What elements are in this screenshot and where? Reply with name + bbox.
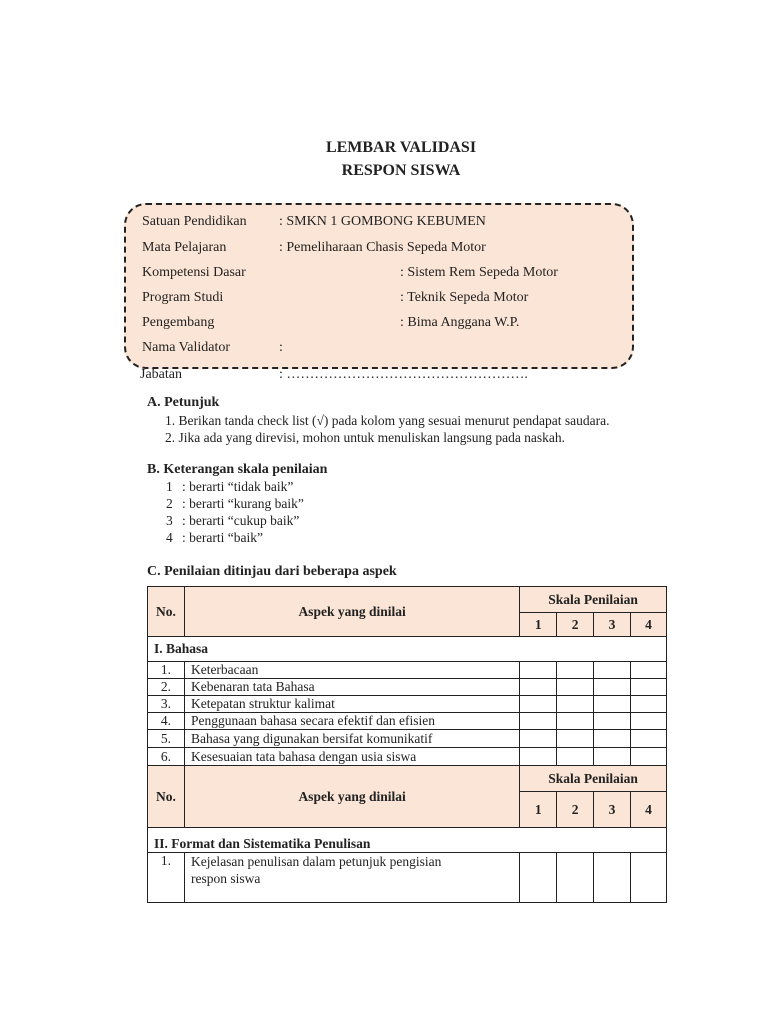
- score-cell[interactable]: [594, 853, 631, 903]
- row-no: 1.: [148, 662, 185, 679]
- info-value-mapel: : Pemeliharaan Chasis Sepeda Motor: [279, 240, 486, 255]
- row-aspek: Kesesuaian tata bahasa dengan usia siswa: [184, 748, 519, 766]
- score-cell[interactable]: [631, 679, 667, 696]
- score-cell[interactable]: [631, 853, 667, 903]
- score-cell[interactable]: [520, 748, 557, 766]
- row-aspek: [184, 853, 519, 903]
- score-cell[interactable]: [631, 662, 667, 679]
- info-label-prodi: Program Studi: [142, 290, 224, 305]
- header-score-1: 1: [520, 792, 557, 828]
- row-aspek: Kebenaran tata Bahasa: [184, 679, 519, 696]
- score-cell[interactable]: [520, 662, 557, 679]
- row-no: 6.: [148, 748, 185, 766]
- table-row: [148, 662, 667, 679]
- info-value-validator: :: [279, 340, 283, 355]
- score-cell[interactable]: [557, 730, 594, 748]
- table-row: [148, 730, 667, 748]
- score-cell[interactable]: [631, 713, 667, 730]
- score-cell[interactable]: [631, 748, 667, 766]
- penilaian-title: C. Penilaian ditinjau dari beberapa aspek: [147, 564, 397, 579]
- skala-desc: : berarti “cukup baik”: [182, 513, 300, 528]
- skala-title: B. Keterangan skala penilaian: [147, 462, 328, 477]
- score-cell[interactable]: [520, 696, 557, 713]
- header-aspek: Aspek yang dinilai: [184, 587, 519, 637]
- info-value-jabatan: : …………………………………………….: [279, 367, 528, 382]
- page-title: LEMBAR VALIDASI: [325, 139, 477, 156]
- score-cell[interactable]: [520, 713, 557, 730]
- score-cell[interactable]: [594, 679, 631, 696]
- info-value-pengembang: : Bima Anggana W.P.: [400, 315, 520, 330]
- table-row: [148, 696, 667, 713]
- petunjuk-item: 1. Berikan tanda check list (√) pada kolom yang sesuai menurut pendapat saudara.: [165, 413, 610, 428]
- header-score-2: 2: [557, 792, 594, 828]
- section-format: II. Format dan Sistematika Penulisan: [148, 828, 667, 853]
- info-value-satuan: : SMKN 1 GOMBONG KEBUMEN: [279, 214, 486, 229]
- row-no: 1.: [148, 853, 185, 903]
- table-row: [148, 713, 667, 730]
- header-score-2: 2: [557, 613, 594, 637]
- score-cell[interactable]: [557, 696, 594, 713]
- row-aspek-line2: respon siswa: [190, 871, 261, 886]
- score-cell[interactable]: [520, 679, 557, 696]
- skala-desc: : berarti “baik”: [182, 530, 263, 545]
- score-cell[interactable]: [557, 853, 594, 903]
- row-no: 4.: [148, 713, 185, 730]
- info-label-jabatan: Jabatan: [140, 367, 182, 382]
- table-row: [148, 853, 667, 903]
- info-label-validator: Nama Validator: [142, 340, 230, 355]
- score-cell[interactable]: [631, 696, 667, 713]
- row-no: 3.: [148, 696, 185, 713]
- table-row: [148, 748, 667, 766]
- score-cell[interactable]: [631, 730, 667, 748]
- score-cell[interactable]: [594, 713, 631, 730]
- score-cell[interactable]: [594, 696, 631, 713]
- table-row: [148, 679, 667, 696]
- score-cell[interactable]: [557, 748, 594, 766]
- row-no: 5.: [148, 730, 185, 748]
- header-skala: Skala Penilaian: [520, 587, 667, 613]
- header-score-1: 1: [520, 613, 557, 637]
- header-no: No.: [148, 766, 185, 828]
- header-score-3: 3: [594, 792, 631, 828]
- header-score-4: 4: [631, 792, 667, 828]
- skala-desc: : berarti “kurang baik”: [182, 496, 304, 511]
- score-cell[interactable]: [594, 730, 631, 748]
- score-cell[interactable]: [520, 853, 557, 903]
- score-cell[interactable]: [520, 730, 557, 748]
- info-value-kd: : Sistem Rem Sepeda Motor: [400, 265, 558, 280]
- score-cell[interactable]: [594, 748, 631, 766]
- page-subtitle: RESPON SISWA: [341, 162, 461, 179]
- section-bahasa: I. Bahasa: [148, 637, 667, 662]
- row-aspek-line1: Kejelasan penulisan dalam petunjuk pengisian: [190, 854, 442, 869]
- row-aspek: Penggunaan bahasa secara efektif dan efisien: [184, 713, 519, 730]
- row-aspek: Ketepatan struktur kalimat: [184, 696, 519, 713]
- row-aspek: Keterbacaan: [184, 662, 519, 679]
- info-label-satuan: Satuan Pendidikan: [142, 214, 247, 229]
- header-score-3: 3: [594, 613, 631, 637]
- row-no: 2.: [148, 679, 185, 696]
- skala-num: 1: [166, 479, 173, 494]
- header-aspek: Aspek yang dinilai: [184, 766, 519, 828]
- info-value-prodi: : Teknik Sepeda Motor: [400, 290, 529, 305]
- info-label-mapel: Mata Pelajaran: [142, 240, 227, 255]
- info-label-kd: Kompetensi Dasar: [142, 265, 246, 280]
- header-no: No.: [148, 587, 185, 637]
- skala-num: 2: [166, 496, 173, 511]
- petunjuk-item: 2. Jika ada yang direvisi, mohon untuk menuliskan langsung pada naskah.: [165, 430, 566, 445]
- info-label-pengembang: Pengembang: [142, 315, 215, 330]
- header-skala: Skala Penilaian: [520, 766, 667, 792]
- assessment-table-1: [147, 586, 667, 903]
- skala-num: 3: [166, 513, 173, 528]
- score-cell[interactable]: [557, 713, 594, 730]
- skala-desc: : berarti “tidak baik”: [182, 479, 294, 494]
- skala-num: 4: [166, 530, 173, 545]
- score-cell[interactable]: [557, 662, 594, 679]
- petunjuk-title: A. Petunjuk: [147, 395, 220, 410]
- header-score-4: 4: [631, 613, 667, 637]
- score-cell[interactable]: [594, 662, 631, 679]
- score-cell[interactable]: [557, 679, 594, 696]
- row-aspek: Bahasa yang digunakan bersifat komunikatif: [184, 730, 519, 748]
